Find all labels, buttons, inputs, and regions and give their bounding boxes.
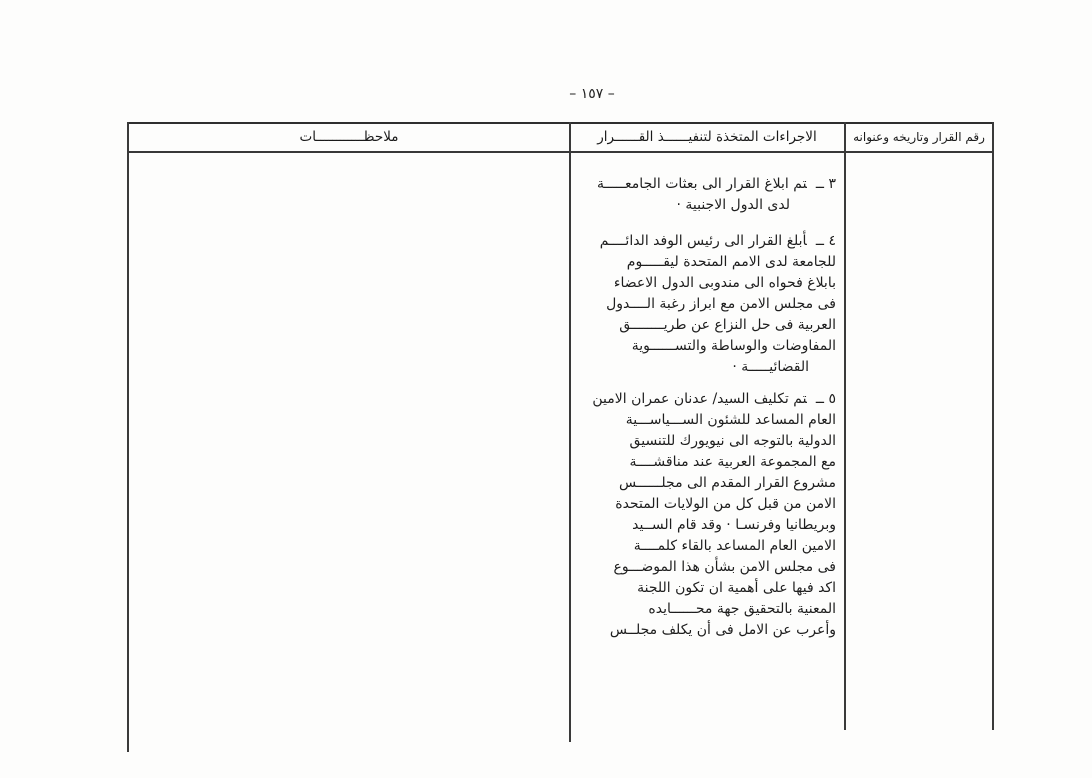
text-line: تم ابلاغ القرار الى بعثات الجامعـــــة (597, 176, 807, 192)
text-line: فى مجلس الامن بشأن هذا الموضـــوع (613, 559, 836, 575)
text-line: لدى الدول الاجنبية · (676, 197, 790, 213)
text-line: العربية فى حل النزاع عن طريــــــــق (619, 317, 836, 333)
text-line: فى مجلس الامن مع ابراز رغبة الــــدول (606, 296, 836, 312)
text-line: مشروع القرار المقدم الى مجلــــــس (618, 475, 836, 491)
text-line: مع المجموعة العربية عند مناقشــــة (629, 454, 836, 470)
text-line: وبريطانيا وفرنسـا · وقد قام الســيد (632, 517, 836, 533)
action-item-5 (574, 389, 836, 641)
text-line: الامن من قبل كل من الولايات المتحدة (615, 496, 836, 512)
page-number: – ١٥٧ – (569, 86, 615, 102)
action-item-3 (574, 174, 836, 216)
column-header-actions: الاجراءات المتخذة لتنفيــــــذ القــــــرار (597, 129, 817, 145)
text-line: وأعرب عن الامل فى أن يكلف مجلــس (609, 622, 836, 638)
text-line: أبلغ القرار الى رئيس الوفد الدائــــم (599, 233, 807, 249)
item-number: ٤ ــ (815, 233, 836, 249)
column-header-notes: ملاحظــــــــــــات (299, 129, 399, 145)
item-number: ٣ ــ (815, 176, 836, 192)
text-line (574, 389, 836, 410)
text-line: بابلاغ فحواه الى مندوبى الدول الاعضاء (613, 275, 836, 291)
action-item-4 (574, 231, 836, 378)
table-left-border (127, 122, 129, 752)
text-line: المفاوضات والوساطة والتســــــوية (631, 338, 836, 354)
text-line: العام المساعد للشئون الســـياســـية (625, 412, 836, 428)
text-line (574, 231, 836, 252)
table-right-border (992, 122, 994, 730)
text-line: للجامعة لدى الامم المتحدة ليقـــــوم (626, 254, 836, 270)
table-divider-actions-resolution (844, 122, 846, 730)
text-line (574, 174, 836, 195)
item-number: ٥ ــ (815, 391, 836, 407)
text-line: القضائيـــــة · (732, 359, 809, 375)
text-line: تم تكليف السيد/ عدنان عمران الامين (592, 391, 807, 407)
text-line: المعنية بالتحقيق جهة محــــــايده (648, 601, 836, 617)
text-line: الامين العام المساعد بالقاء كلمــــة (633, 538, 836, 554)
table-divider-notes-actions (569, 122, 571, 742)
text-line: اكد فيها على أهمية ان تكون اللجنة (637, 580, 836, 596)
column-header-resolution: رقم القرار وتاريخه وعنوانه (853, 130, 985, 144)
text-line: الدولية بالتوجه الى نيويورك للتنسيق (629, 433, 836, 449)
table-header-separator (127, 151, 994, 153)
